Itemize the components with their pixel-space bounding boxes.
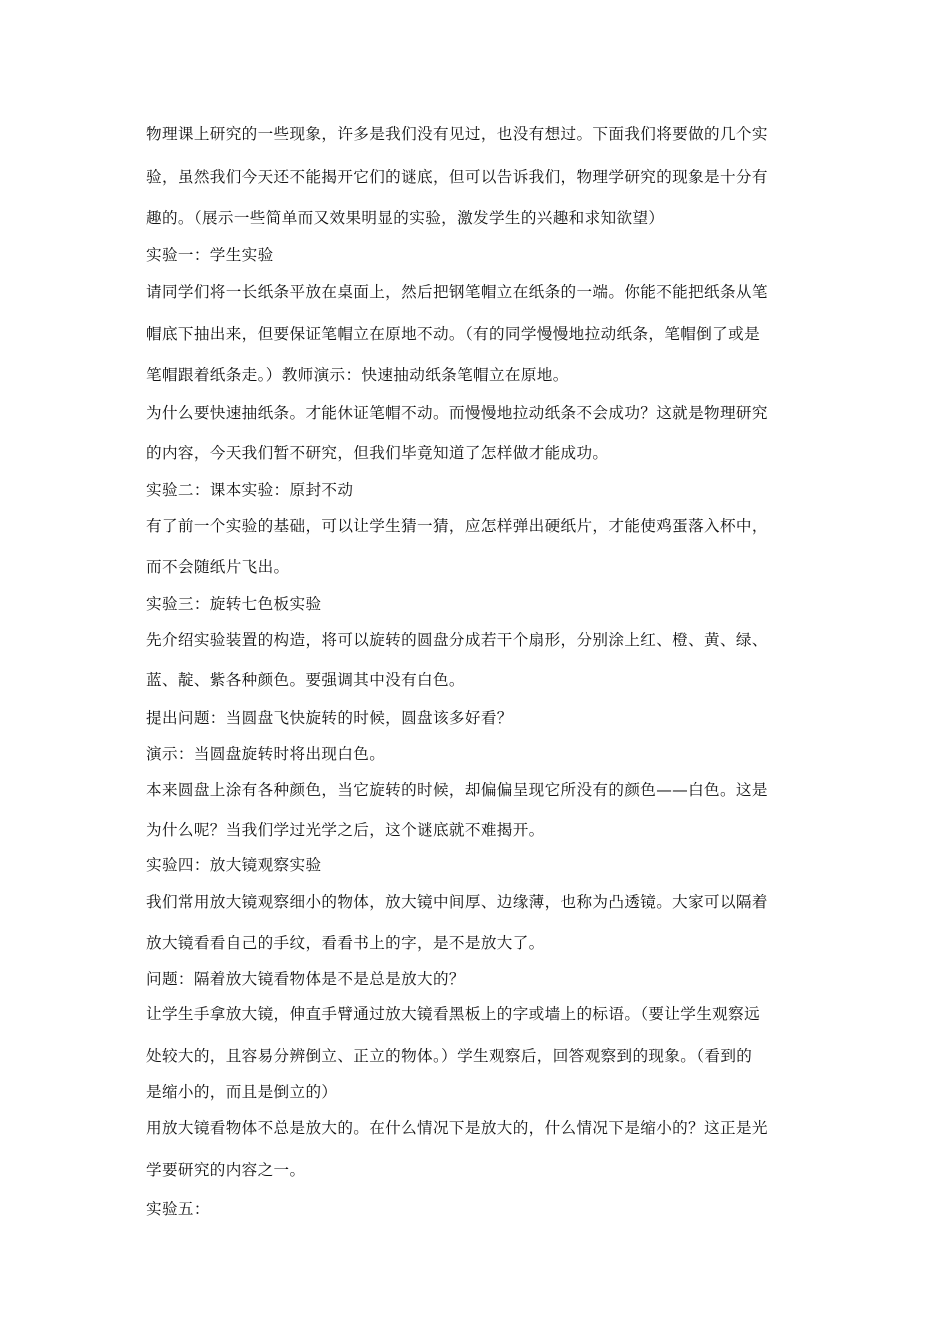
text-line: 蓝、靛、紫各种颜色。要强调其中没有白色。: [146, 671, 465, 689]
text-line: 演示：当圆盘旋转时将出现白色。: [146, 745, 386, 763]
text-line: 问题：隔着放大镜看物体是不是总是放大的？: [146, 970, 465, 988]
text-line: 是缩小的，而且是倒立的）: [146, 1083, 338, 1101]
text-line: 用放大镜看物体不总是放大的。在什么情况下是放大的，什么情况下是缩小的？这正是光: [146, 1119, 768, 1137]
section-heading: 实验四：放大镜观察实验: [146, 856, 322, 874]
text-line: 让学生手拿放大镜，伸直手臂通过放大镜看黑板上的字或墙上的标语。（要让学生观察远: [146, 1005, 761, 1023]
text-line: 有了前一个实验的基础，可以让学生猜一猜，应怎样弹出硬纸片，才能使鸡蛋落入杯中，: [146, 517, 768, 535]
text-line: 帽底下抽出来，但要保证笔帽立在原地不动。（有的同学慢慢地拉动纸条，笔帽倒了或是: [146, 325, 761, 343]
section-heading: 实验三：旋转七色板实验: [146, 595, 322, 613]
text-line: 处较大的，且容易分辨倒立、正立的物体。）学生观察后，回答观察到的现象。（看到的: [146, 1047, 753, 1065]
section-heading: 实验五：: [146, 1200, 210, 1218]
text-line: 学要研究的内容之一。: [146, 1161, 306, 1179]
text-line: 为什么呢？当我们学过光学之后，这个谜底就不难揭开。: [146, 821, 545, 839]
text-line: 验，虽然我们今天还不能揭开它们的谜底，但可以告诉我们，物理学研究的现象是十分有: [146, 168, 768, 186]
text-line: 笔帽跟着纸条走。）教师演示：快速抽动纸条笔帽立在原地。: [146, 366, 569, 384]
text-line: 先介绍实验装置的构造，将可以旋转的圆盘分成若干个扇形，分别涂上红、橙、黄、绿、: [146, 631, 768, 649]
section-heading: 实验一：学生实验: [146, 246, 274, 264]
text-line: 本来圆盘上涂有各种颜色，当它旋转的时候，却偏偏呈现它所没有的颜色——白色。这是: [146, 781, 768, 799]
text-line: 请同学们将一长纸条平放在桌面上，然后把钢笔帽立在纸条的一端。你能不能把纸条从笔: [146, 283, 768, 301]
text-line: 的内容，今天我们暂不研究，但我们毕竟知道了怎样做才能成功。: [146, 444, 609, 462]
text-line: 趣的。（展示一些简单而又效果明显的实验，激发学生的兴趣和求知欲望）: [146, 209, 665, 227]
text-line: 放大镜看看自己的手纹，看看书上的字，是不是放大了。: [146, 934, 545, 952]
text-line: 提出问题：当圆盘飞快旋转的时候，圆盘该多好看？: [146, 709, 513, 727]
text-line: 物理课上研究的一些现象，许多是我们没有见过，也没有想过。下面我们将要做的几个实: [146, 125, 768, 143]
text-line: 而不会随纸片飞出。: [146, 558, 290, 576]
section-heading: 实验二：课本实验：原封不动: [146, 481, 354, 499]
text-line: 我们常用放大镜观察细小的物体，放大镜中间厚、边缘薄，也称为凸透镜。大家可以隔着: [146, 893, 768, 911]
text-line: 为什么要快速抽纸条。才能休证笔帽不动。而慢慢地拉动纸条不会成功？这就是物理研究: [146, 404, 768, 422]
